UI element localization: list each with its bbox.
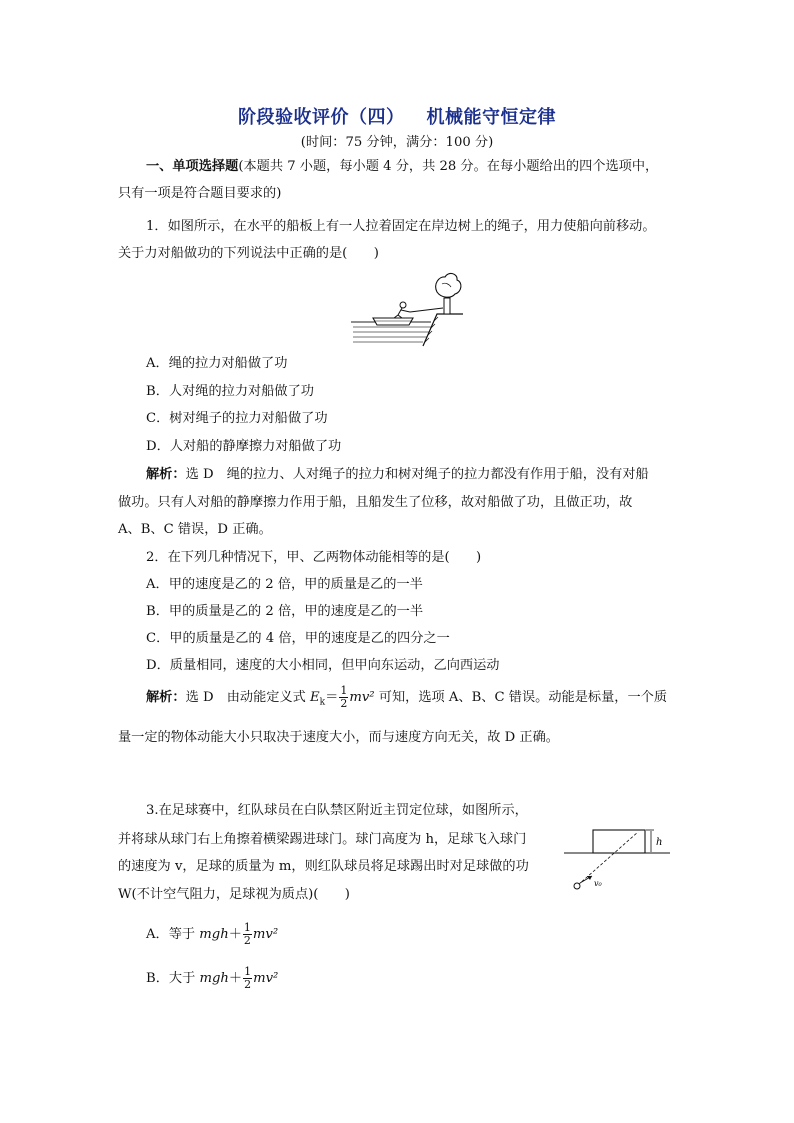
fig-v0-label: v₀ bbox=[594, 879, 602, 888]
q3-option-a bbox=[146, 922, 278, 947]
q3-option-b-label: B．大于 bbox=[146, 971, 200, 986]
q2-analysis-pre: 选 D 由动能定义式 bbox=[185, 690, 311, 705]
q2-option-a: A．甲的速度是乙的 2 倍，甲的质量是乙的一半 bbox=[146, 577, 423, 592]
q2-analysis-post: 可知，选项 A、B、C 错误。动能是标量，一个质 bbox=[374, 690, 668, 705]
title-part2: 机械能守恒定律 bbox=[426, 107, 556, 128]
q2-fraction bbox=[339, 685, 348, 710]
q2-analysis-label: 解析： bbox=[146, 690, 186, 705]
q1-analysis-line2: 做功。只有人对船的静摩擦力作用于船，且船发生了位移，故对船做了功，且做正功，故 bbox=[118, 495, 633, 510]
q1-analysis-line1 bbox=[146, 466, 649, 484]
section-1-desc-line2: 只有一项是符合题目要求的) bbox=[118, 186, 282, 201]
q1-option-c: C．树对绳子的拉力对船做了功 bbox=[146, 411, 328, 426]
q3-b-mv2: mv² bbox=[253, 971, 279, 986]
q3-a-fraction bbox=[243, 922, 252, 947]
q2-frac-den: 2 bbox=[340, 697, 348, 710]
q3-stem-line4: W(不计空气阻力，足球视为质点)( ) bbox=[118, 887, 350, 902]
section-1-heading: 一、单项选择题 bbox=[146, 159, 239, 174]
q3-option-a-label: A．等于 bbox=[146, 927, 200, 942]
q2-ek: E bbox=[310, 690, 320, 705]
q3-b-fraction bbox=[243, 966, 252, 991]
q1-stem-line1: 1．如图所示，在水平的船板上有一人拉着固定在岸边树上的绳子，用力使船向前移动。 bbox=[146, 219, 656, 234]
q1-stem-line2: 关于力对船做功的下列说法中正确的是( ) bbox=[118, 246, 379, 261]
boat-figure bbox=[345, 272, 465, 352]
q3-a-mv2: mv² bbox=[252, 927, 279, 942]
q1-analysis-line3: A、B、C 错误，D 正确。 bbox=[118, 522, 272, 537]
q3-stem-line1: 3.在足球赛中，红队球员在白队禁区附近主罚定位球，如图所示， bbox=[146, 803, 528, 818]
title-part1: 阶段验收评价（四） bbox=[238, 107, 405, 128]
q3-a-mgh: mgh bbox=[199, 927, 229, 942]
q3-a-frac-num: 1 bbox=[243, 921, 251, 934]
q2-ek-sub: k bbox=[319, 697, 326, 708]
q3-stem-line3: 的速度为 v，足球的质量为 m，则红队球员将足球踢出时对足球做的功 bbox=[118, 859, 529, 874]
q1-option-d: D．人对船的静摩擦力对船做了功 bbox=[146, 439, 342, 454]
q3-b-mgh: mgh bbox=[199, 971, 229, 986]
q3-b-frac-den: 2 bbox=[244, 978, 252, 991]
q2-analysis-line1 bbox=[146, 685, 667, 712]
q3-b-frac-num: 1 bbox=[244, 965, 252, 978]
q2-option-d: D．质量相同，速度的大小相同，但甲向东运动，乙向西运动 bbox=[146, 658, 500, 673]
q3-b-plus: ＋ bbox=[228, 971, 243, 986]
section-1-header bbox=[146, 158, 658, 176]
q2-eq: ＝ bbox=[325, 690, 339, 705]
q2-frac-num: 1 bbox=[340, 684, 348, 697]
q3-option-b bbox=[146, 966, 278, 991]
q1-option-b: B．人对绳的拉力对船做了功 bbox=[146, 384, 314, 399]
q1-analysis-text1: 选 D 绳的拉力、人对绳子的拉力和树对绳子的拉力都没有作用于船，没有对船 bbox=[185, 467, 649, 482]
q3-stem-line2: 并将球从球门右上角擦着横梁踢进球门。球门高度为 h，足球飞入球门 bbox=[118, 832, 527, 847]
page-title bbox=[0, 103, 794, 129]
q2-option-c: C．甲的质量是乙的 4 倍，甲的速度是乙的四分之一 bbox=[146, 631, 450, 646]
q2-analysis-line2: 量一定的物体动能大小只取决于速度大小，而与速度方向无关，故 D 正确。 bbox=[118, 730, 559, 745]
q3-a-frac-den: 2 bbox=[243, 934, 251, 947]
section-1-desc-line1: (本题共 7 小题，每小题 4 分，共 28 分。在每小题给出的四个选项中， bbox=[238, 159, 659, 174]
q1-analysis-label: 解析： bbox=[146, 467, 186, 482]
soccer-goal-figure bbox=[560, 824, 678, 894]
q2-stem: 2．在下列几种情况下，甲、乙两物体动能相等的是( ) bbox=[146, 550, 482, 565]
q2-mv2: mv² bbox=[349, 690, 375, 705]
subtitle: (时间：75 分钟，满分：100 分) bbox=[300, 135, 494, 150]
fig-h-label: h bbox=[656, 837, 663, 848]
q2-option-b: B．甲的质量是乙的 2 倍，甲的速度是乙的一半 bbox=[146, 604, 424, 619]
q3-a-plus: ＋ bbox=[228, 927, 242, 942]
q1-option-a: A．绳的拉力对船做了功 bbox=[146, 356, 288, 371]
